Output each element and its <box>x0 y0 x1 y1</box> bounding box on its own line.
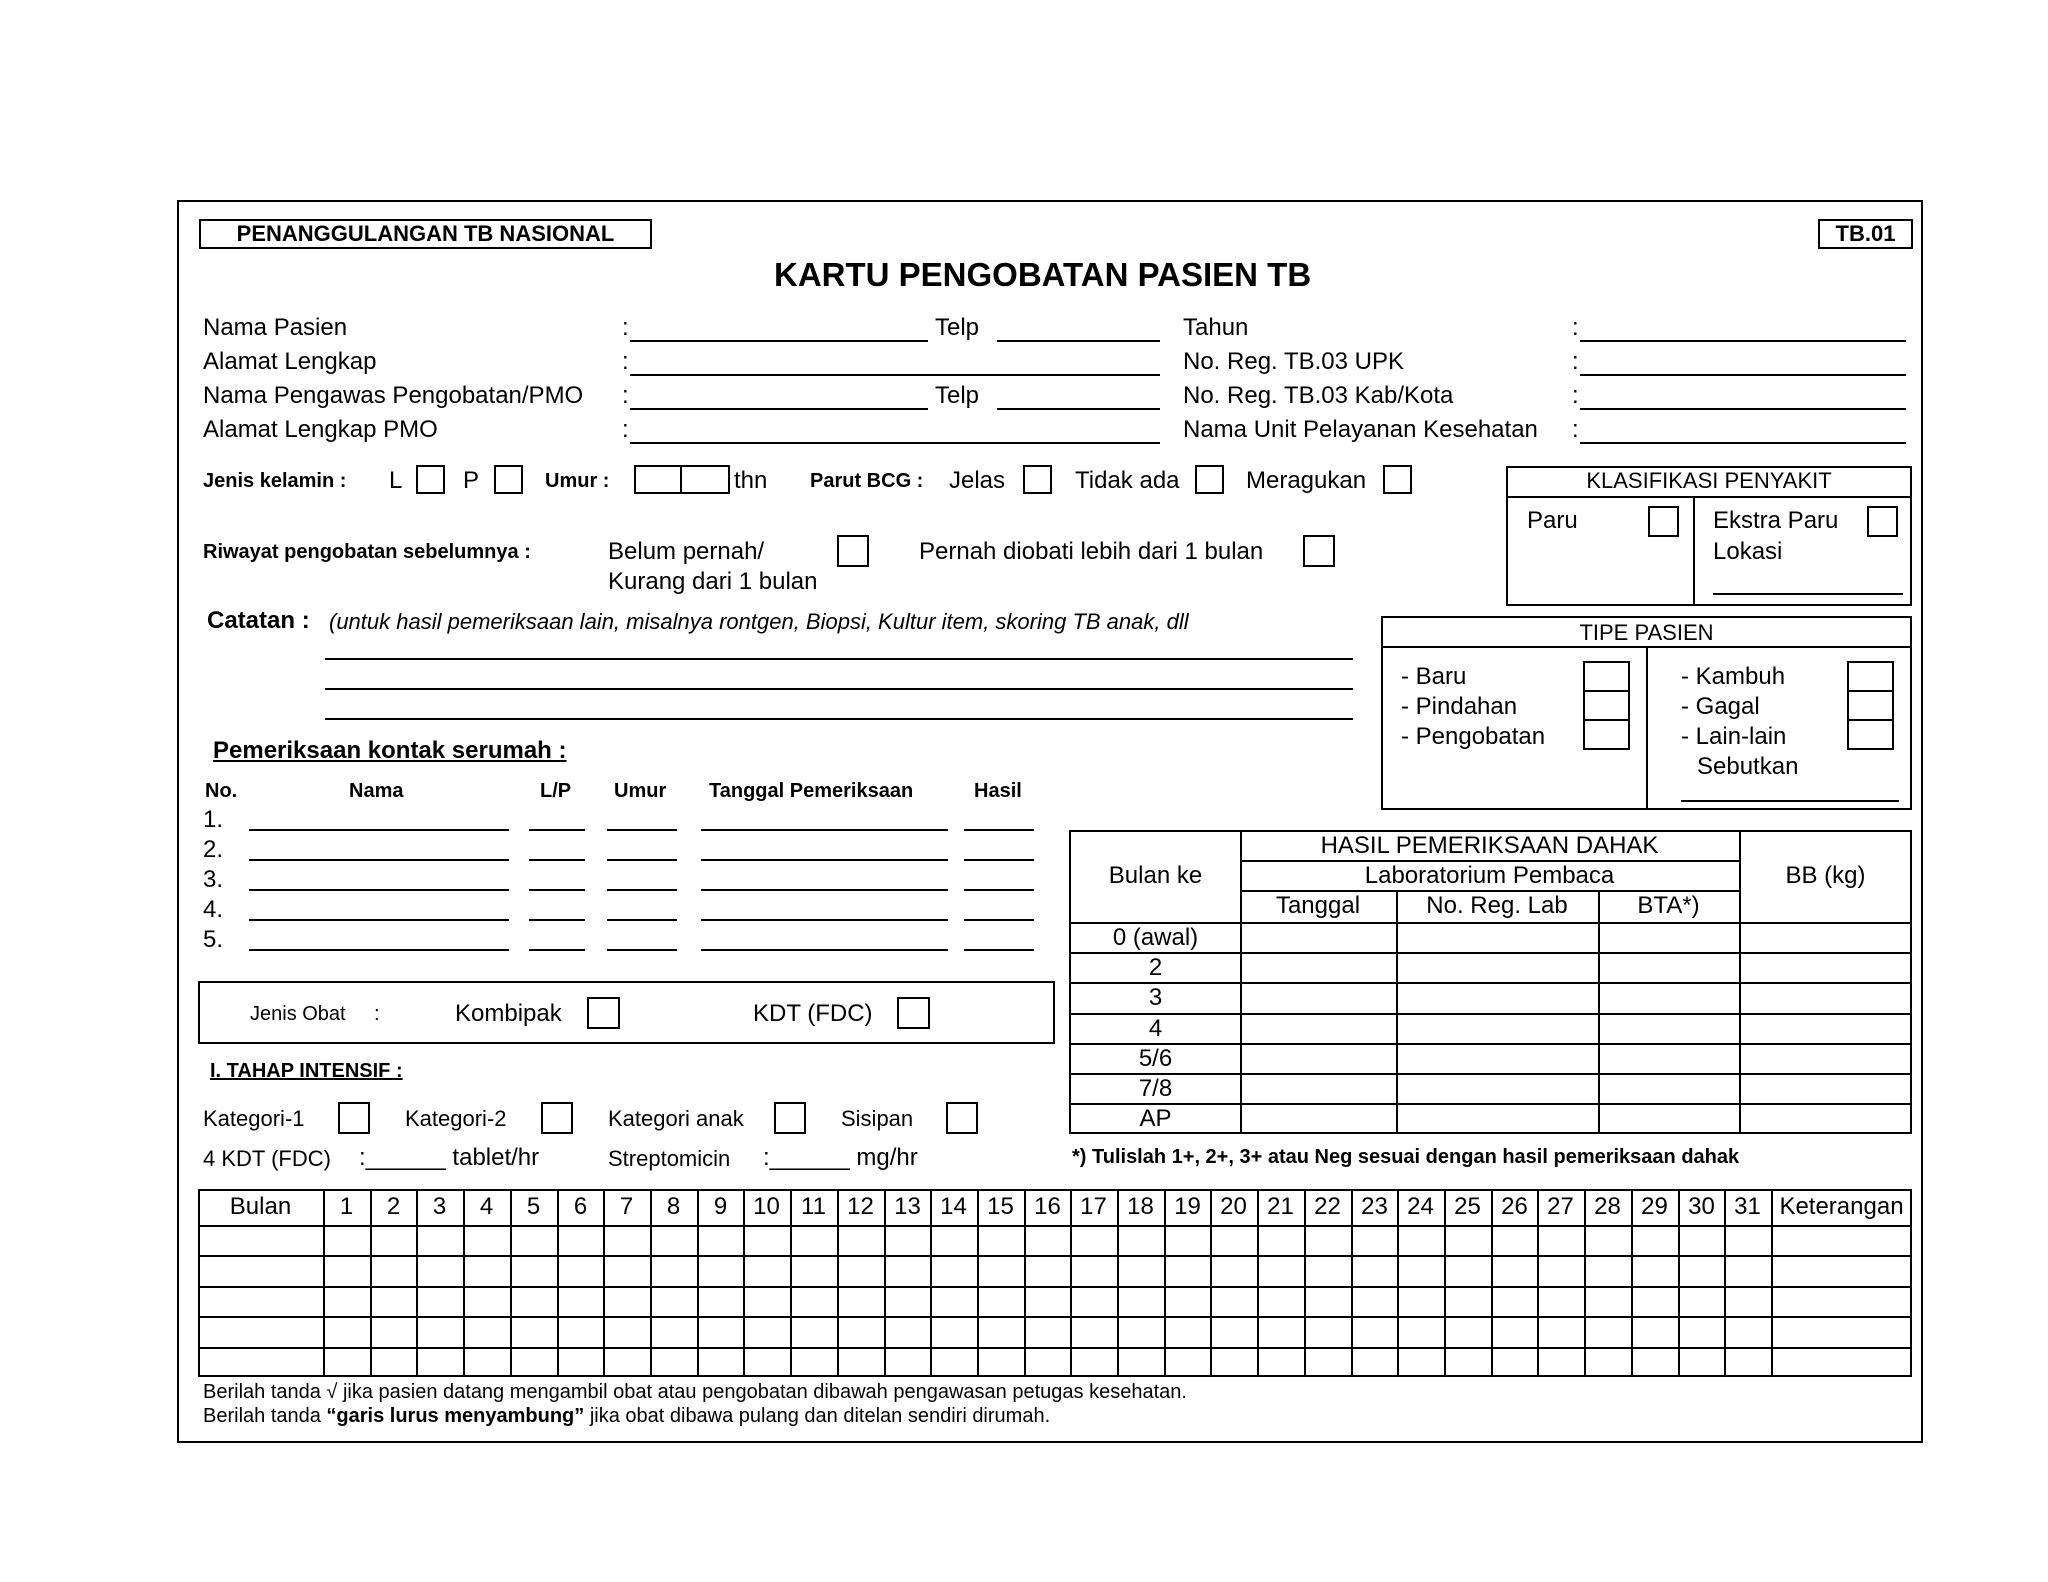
label-gagal: - Gagal <box>1681 693 1760 720</box>
kontak-row-number: 5. <box>203 926 224 953</box>
kontak-header-nama: Nama <box>349 780 404 802</box>
checkbox-lain-lain[interactable] <box>1847 719 1894 750</box>
label-kategori-2: Kategori-2 <box>405 1106 507 1131</box>
kontak-input-line[interactable] <box>701 859 948 861</box>
label-sisipan: Sisipan <box>841 1106 914 1131</box>
divider <box>198 1286 1912 1288</box>
checkbox-p[interactable] <box>494 465 523 494</box>
reg-upk-input-line[interactable] <box>1580 374 1906 376</box>
telp-pmo-input-line[interactable] <box>997 408 1160 410</box>
dahak-month-label: AP <box>1139 1105 1172 1132</box>
4kdt-dosage[interactable]: :______ tablet/hr <box>359 1144 540 1171</box>
calendar-day-header: 21 <box>1267 1193 1294 1220</box>
colon: : <box>622 416 629 443</box>
dahak-cell[interactable] <box>1741 984 1910 1011</box>
dahak-cell[interactable] <box>1242 1105 1396 1132</box>
kontak-input-line[interactable] <box>249 829 509 831</box>
checkbox-l[interactable] <box>416 465 445 494</box>
catatan-line-2[interactable] <box>325 688 1353 690</box>
footer-note-2-bold: “garis lurus menyambung” <box>326 1405 585 1427</box>
dahak-cell[interactable] <box>1741 1075 1910 1102</box>
kontak-row-number: 4. <box>203 896 224 923</box>
checkbox-kambuh[interactable] <box>1847 661 1894 692</box>
kontak-input-line[interactable] <box>249 949 509 951</box>
kontak-input-line[interactable] <box>529 889 585 891</box>
telp-pasien-input-line[interactable] <box>997 340 1160 342</box>
kontak-header-hasil: Hasil <box>974 780 1022 802</box>
dahak-lab-header: Laboratorium Pembaca <box>1364 862 1615 889</box>
kontak-input-line[interactable] <box>701 829 948 831</box>
catatan-line-3[interactable] <box>325 718 1353 720</box>
calendar-day-header: 29 <box>1641 1193 1668 1220</box>
dahak-cell[interactable] <box>1242 1075 1396 1102</box>
dahak-month-label: 7/8 <box>1138 1075 1173 1102</box>
label-lokasi: Lokasi <box>1713 538 1783 565</box>
calendar-day-header: 1 <box>339 1193 354 1220</box>
checkbox-gagal[interactable] <box>1847 690 1894 721</box>
label-pengobatan: - Pengobatan <box>1401 723 1546 750</box>
dahak-bta-header: BTA*) <box>1637 892 1700 919</box>
label-telp: Telp <box>935 314 980 341</box>
colon: : <box>1572 416 1579 443</box>
dahak-cell[interactable] <box>1741 1045 1910 1072</box>
divider <box>1693 496 1695 606</box>
dahak-noreg-header: No. Reg. Lab <box>1426 892 1568 919</box>
footer-note-2-pre: Berilah tanda <box>203 1405 327 1427</box>
footer-note-1: Berilah tanda √ jika pasien datang mengambil obat atau pengobatan dibawah pengawasan petugas kesehatan. <box>203 1381 1187 1403</box>
label-telp: Telp <box>935 382 980 409</box>
dahak-cell[interactable] <box>1398 954 1598 981</box>
divider <box>1506 496 1912 498</box>
dahak-bb-header: BB (kg) <box>1785 862 1866 889</box>
dahak-hasil-title: HASIL PEMERIKSAAN DAHAK <box>1320 832 1659 859</box>
dahak-month-label: 3 <box>1148 984 1163 1011</box>
kontak-input-line[interactable] <box>249 859 509 861</box>
calendar-day-header: 23 <box>1361 1193 1388 1220</box>
colon: : <box>622 382 629 409</box>
calendar-day-header: 2 <box>386 1193 401 1220</box>
kontak-input-line[interactable] <box>964 889 1034 891</box>
program-label: PENANGGULANGAN TB NASIONAL <box>199 219 652 249</box>
alamat-pmo-input-line[interactable] <box>630 442 1160 444</box>
calendar-day-header: 4 <box>479 1193 494 1220</box>
umur-digit-2[interactable] <box>680 465 730 494</box>
footer-note-2-post: jika obat dibawa pulang dan ditelan sendiri dirumah. <box>584 1405 1051 1427</box>
kontak-input-line[interactable] <box>964 829 1034 831</box>
label-umur: Umur : <box>545 470 610 492</box>
kontak-title: Pemeriksaan kontak serumah : <box>213 737 567 764</box>
calendar-day-header: 14 <box>940 1193 967 1220</box>
kontak-input-line[interactable] <box>249 889 509 891</box>
dahak-cell[interactable] <box>1242 984 1396 1011</box>
checkbox-tidak-ada[interactable] <box>1195 465 1224 494</box>
checkbox-ekstra-paru[interactable] <box>1867 506 1898 537</box>
sebutkan-input-line[interactable] <box>1681 800 1899 802</box>
dahak-month-label: 4 <box>1148 1015 1163 1042</box>
calendar-bulan-header: Bulan <box>229 1193 292 1220</box>
checkbox-pengobatan[interactable] <box>1583 719 1630 750</box>
divider <box>198 1225 1912 1227</box>
colon: : <box>1572 348 1579 375</box>
tipe-pasien-title: TIPE PASIEN <box>1579 620 1714 645</box>
kontak-input-line[interactable] <box>529 859 585 861</box>
label-kombipak: Kombipak <box>455 1000 562 1027</box>
umur-digit-1[interactable] <box>634 465 682 494</box>
dahak-cell[interactable] <box>1398 1075 1598 1102</box>
label-l: L <box>389 467 403 494</box>
label-kategori-anak: Kategori anak <box>608 1106 744 1131</box>
dahak-cell[interactable] <box>1741 924 1910 951</box>
dahak-cell[interactable] <box>1242 1045 1396 1072</box>
calendar-day-header: 8 <box>666 1193 681 1220</box>
label-4kdt: 4 KDT (FDC) <box>203 1146 331 1171</box>
checkbox-jelas[interactable] <box>1023 465 1052 494</box>
kontak-input-line[interactable] <box>701 889 948 891</box>
label-kurang-1-bulan: Kurang dari 1 bulan <box>608 568 818 595</box>
calendar-day-header: 20 <box>1220 1193 1247 1220</box>
dahak-cell[interactable] <box>1600 1075 1739 1102</box>
label-meragukan: Meragukan <box>1246 467 1367 494</box>
calendar-day-header: 16 <box>1034 1193 1061 1220</box>
dahak-cell[interactable] <box>1600 1105 1739 1132</box>
dahak-cell[interactable] <box>1600 924 1739 951</box>
label-belum-pernah: Belum pernah/ <box>608 538 765 565</box>
checkbox-kombipak[interactable] <box>587 997 620 1029</box>
calendar-day-header: 11 <box>801 1193 826 1220</box>
kontak-input-line[interactable] <box>529 829 585 831</box>
label-jenis-obat: Jenis Obat <box>250 1003 346 1025</box>
dahak-cell[interactable] <box>1600 1015 1739 1042</box>
dahak-month-label: 0 (awal) <box>1112 924 1199 951</box>
colon: : <box>622 314 629 341</box>
label-kambuh: - Kambuh <box>1681 663 1786 690</box>
label-pernah-diobati: Pernah diobati lebih dari 1 bulan <box>919 538 1264 565</box>
checkbox-kategori-1[interactable] <box>338 1102 370 1134</box>
label-parut-bcg: Parut BCG : <box>810 470 924 492</box>
reg-kab-input-line[interactable] <box>1580 408 1906 410</box>
divider <box>198 1316 1912 1318</box>
label-pindahan: - Pindahan <box>1401 693 1518 720</box>
dahak-cell[interactable] <box>1741 1105 1910 1132</box>
colon: : <box>374 1003 380 1025</box>
kontak-input-line[interactable] <box>964 919 1034 921</box>
calendar-keterangan-header: Keterangan <box>1779 1193 1904 1220</box>
dahak-cell[interactable] <box>1398 924 1598 951</box>
calendar-day-header: 6 <box>573 1193 588 1220</box>
label-tahun: Tahun <box>1183 314 1249 341</box>
page-title: KARTU PENGOBATAN PASIEN TB <box>774 256 1312 293</box>
dahak-cell[interactable] <box>1600 1045 1739 1072</box>
checkbox-kdt[interactable] <box>897 997 930 1029</box>
klasifikasi-title: KLASIFIKASI PENYAKIT <box>1586 468 1832 493</box>
colon: : <box>1572 314 1579 341</box>
calendar-day-header: 19 <box>1174 1193 1201 1220</box>
kontak-header-no: No. <box>205 780 238 802</box>
kontak-input-line[interactable] <box>607 829 677 831</box>
label-baru: - Baru <box>1401 663 1467 690</box>
calendar-day-header: 30 <box>1688 1193 1715 1220</box>
divider <box>1646 646 1648 810</box>
kontak-input-line[interactable] <box>607 919 677 921</box>
colon: : <box>622 348 629 375</box>
dahak-cell[interactable] <box>1242 924 1396 951</box>
kontak-input-line[interactable] <box>529 919 585 921</box>
kontak-input-line[interactable] <box>964 949 1034 951</box>
label-ekstra-paru: Ekstra Paru <box>1713 507 1839 534</box>
label-jenis-kelamin: Jenis kelamin : <box>203 470 347 492</box>
kontak-input-line[interactable] <box>607 949 677 951</box>
divider <box>198 1255 1912 1257</box>
label-paru: Paru <box>1527 507 1578 534</box>
dahak-month-label: 5/6 <box>1138 1045 1173 1072</box>
form-code: TB.01 <box>1818 219 1913 249</box>
label-thn: thn <box>734 467 768 494</box>
colon: : <box>1572 382 1579 409</box>
label-riwayat: Riwayat pengobatan sebelumnya : <box>203 541 531 563</box>
calendar-day-header: 28 <box>1594 1193 1621 1220</box>
calendar-day-header: 18 <box>1127 1193 1154 1220</box>
footer-note-2 <box>203 1405 1050 1428</box>
kontak-input-line[interactable] <box>701 919 948 921</box>
label-kdt: KDT (FDC) <box>753 1000 873 1027</box>
calendar-day-header: 26 <box>1501 1193 1528 1220</box>
dahak-cell[interactable] <box>1600 984 1739 1011</box>
dahak-cell[interactable] <box>1741 1015 1910 1042</box>
checkbox-pernah-diobati[interactable] <box>1303 535 1335 567</box>
calendar-row-bulan-cell[interactable] <box>200 1288 321 1314</box>
catatan-hint: (untuk hasil pemeriksaan lain, misalnya rontgen, Biopsi, Kultur item, skoring TB anak, dll <box>329 609 1189 634</box>
kontak-row-number: 1. <box>203 806 224 833</box>
label-reg-kab: No. Reg. TB.03 Kab/Kota <box>1183 382 1454 409</box>
checkbox-sisipan[interactable] <box>946 1102 978 1134</box>
dahak-note: *) Tulislah 1+, 2+, 3+ atau Neg sesuai dengan hasil pemeriksaan dahak <box>1072 1146 1740 1168</box>
kontak-input-line[interactable] <box>701 949 948 951</box>
label-lain-lain: - Lain-lain <box>1681 723 1787 750</box>
kontak-header-umur: Umur <box>614 780 667 802</box>
dahak-month-label: 2 <box>1148 954 1163 981</box>
lokasi-input-line[interactable] <box>1713 593 1903 595</box>
kontak-input-line[interactable] <box>607 859 677 861</box>
dahak-cell[interactable] <box>1398 1045 1598 1072</box>
calendar-day-header: 22 <box>1314 1193 1341 1220</box>
calendar-day-header: 5 <box>526 1193 541 1220</box>
tahun-input-line[interactable] <box>1580 340 1906 342</box>
dahak-cell[interactable] <box>1741 954 1910 981</box>
checkbox-belum-pernah[interactable] <box>837 535 869 567</box>
kontak-input-line[interactable] <box>964 859 1034 861</box>
kontak-header-tanggal: Tanggal Pemeriksaan <box>709 780 914 802</box>
calendar-day-header: 12 <box>847 1193 874 1220</box>
kontak-input-line[interactable] <box>529 949 585 951</box>
alamat-input-line[interactable] <box>630 374 1160 376</box>
checkbox-meragukan[interactable] <box>1383 465 1412 494</box>
unit-input-line[interactable] <box>1580 442 1906 444</box>
label-unit: Nama Unit Pelayanan Kesehatan <box>1183 416 1538 443</box>
label-catatan: Catatan : <box>207 607 310 634</box>
streptomicin-dosage[interactable]: :______ mg/hr <box>763 1144 918 1171</box>
dahak-cell[interactable] <box>1398 1105 1598 1132</box>
calendar-day-header: 7 <box>619 1193 634 1220</box>
nama-pmo-input-line[interactable] <box>630 408 928 410</box>
dahak-cell[interactable] <box>1242 1015 1396 1042</box>
calendar-day-header: 24 <box>1407 1193 1434 1220</box>
calendar-day-header: 17 <box>1080 1193 1107 1220</box>
checkbox-paru[interactable] <box>1648 506 1679 537</box>
kontak-header-lp: L/P <box>540 780 572 802</box>
calendar-row-bulan-cell[interactable] <box>200 1349 321 1375</box>
calendar-day-header: 3 <box>432 1193 447 1220</box>
checkbox-kategori-anak[interactable] <box>774 1102 806 1134</box>
label-kategori-1: Kategori-1 <box>203 1106 305 1131</box>
label-alamat-lengkap: Alamat Lengkap <box>203 348 377 375</box>
calendar-day-header: 13 <box>894 1193 921 1220</box>
label-nama-pmo: Nama Pengawas Pengobatan/PMO <box>203 382 584 409</box>
calendar-day-header: 10 <box>753 1193 780 1220</box>
divider <box>198 1347 1912 1349</box>
label-sebutkan: Sebutkan <box>1697 753 1799 780</box>
catatan-line-1[interactable] <box>325 658 1353 660</box>
calendar-day-header: 27 <box>1547 1193 1574 1220</box>
checkbox-kategori-2[interactable] <box>541 1102 573 1134</box>
dahak-cell[interactable] <box>1398 1015 1598 1042</box>
kontak-row-number: 3. <box>203 866 224 893</box>
calendar-day-header: 15 <box>987 1193 1014 1220</box>
calendar-row-bulan-cell[interactable] <box>200 1227 321 1253</box>
intensif-title: I. TAHAP INTENSIF : <box>210 1060 403 1082</box>
kontak-row-number: 2. <box>203 836 224 863</box>
nama-pasien-input-line[interactable] <box>630 340 928 342</box>
checkbox-pindahan[interactable] <box>1583 690 1630 721</box>
calendar-day-header: 31 <box>1734 1193 1761 1220</box>
label-alamat-pmo: Alamat Lengkap PMO <box>203 416 438 443</box>
dahak-cell[interactable] <box>1242 954 1396 981</box>
label-p: P <box>463 467 480 494</box>
calendar-day-header: 9 <box>713 1193 728 1220</box>
label-tidak-ada: Tidak ada <box>1075 467 1180 494</box>
calendar-row-bulan-cell[interactable] <box>200 1257 321 1283</box>
dahak-bulan-ke-header: Bulan ke <box>1108 862 1203 889</box>
dahak-cell[interactable] <box>1398 984 1598 1011</box>
calendar-day-header: 25 <box>1454 1193 1481 1220</box>
dahak-cell[interactable] <box>1600 954 1739 981</box>
calendar-row-bulan-cell[interactable] <box>200 1318 321 1344</box>
checkbox-baru[interactable] <box>1583 661 1630 692</box>
label-reg-upk: No. Reg. TB.03 UPK <box>1183 348 1404 375</box>
label-streptomicin: Streptomicin <box>608 1146 731 1171</box>
kontak-input-line[interactable] <box>607 889 677 891</box>
label-jelas: Jelas <box>949 467 1006 494</box>
label-nama-pasien: Nama Pasien <box>203 314 348 341</box>
kontak-input-line[interactable] <box>249 919 509 921</box>
dahak-tanggal-header: Tanggal <box>1275 892 1361 919</box>
